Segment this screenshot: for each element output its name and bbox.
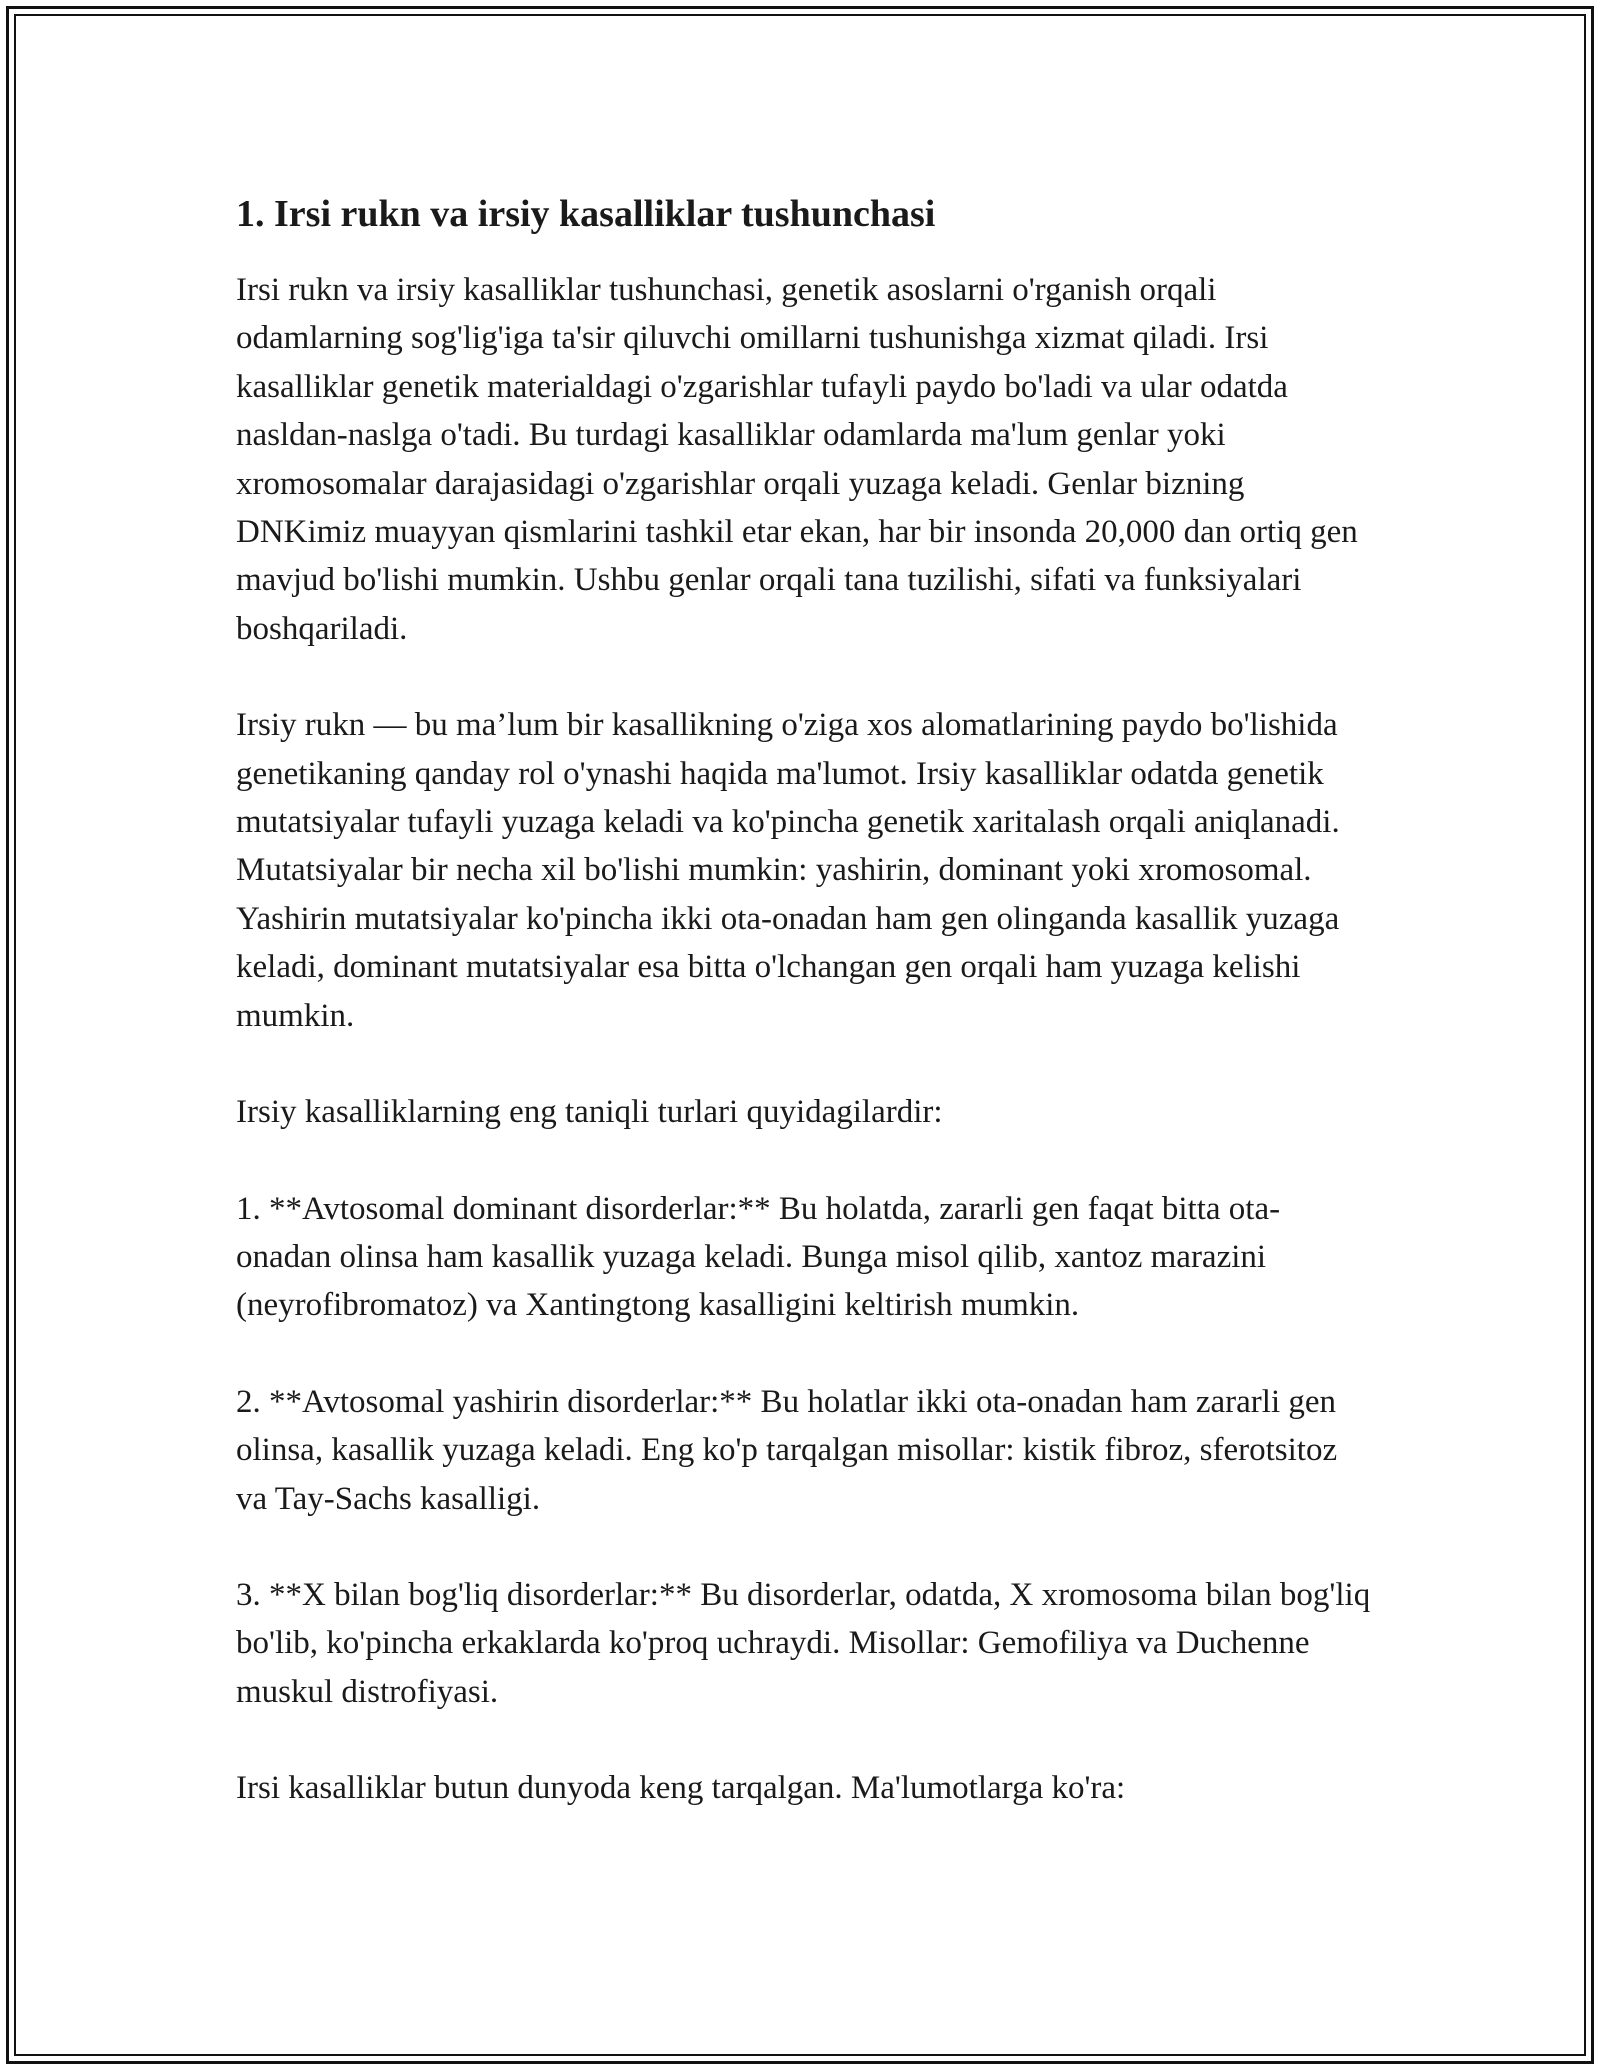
paragraph-irsiy-rukn: Irsiy rukn — bu ma’lum bir kasallikning o'ziga xos alomatlarining paydo bo'lishida genetikaning qanday rol o'ynashi haqida ma'lumot. Irsiy kasalliklar odatda genetik mutatsiyalar tufayli yuzaga keladi va ko'pincha genetik xaritalash orqali aniqlanadi. Mutatsiyalar bir necha xil bo'lishi mumkin: yashirin, dominant yoki xromosomal. Yashirin mutatsiyalar ko'pincha ikki ota-onadan ham gen olinganda kasallik yuzaga keladi, dominant mutatsiyalar esa bitta o'lchangan gen orqali ham yuzaga kelishi mumkin.: [236, 707, 1340, 1034]
document-body: [236, 186, 1371, 1813]
section-heading: 1. Irsi rukn va irsiy kasalliklar tushunchasi: [236, 193, 936, 235]
list-item-x-linked: 3. **X bilan bog'liq disorderlar:** Bu disorderlar, odatda, X xromosoma bilan bog'liq bo'lib, ko'pincha erkaklarda ko'proq uchraydi. Misollar: Gemofiliya va Duchenne muskul distrofiyasi.: [236, 1576, 1371, 1710]
paragraph-intro: Irsi rukn va irsiy kasalliklar tushunchasi, genetik asoslarni o'rganish orqali odamlarning sog'lig'iga ta'sir qiluvchi omillarni tushunishga xizmat qiladi. Irsi kasalliklar genetik materialdagi o'zgarishlar tufayli paydo bo'ladi va ular odatda nasldan-naslga o'tadi. Bu turdagi kasalliklar odamlarda ma'lum genlar yoki xromosomalar darajasidagi o'zgarishlar orqali yuzaga keladi. Genlar bizning DNKimiz muayyan qismlarini tashkil etar ekan, har bir insonda 20,000 dan ortiq gen mavjud bo'lishi mumkin. Ushbu genlar orqali tana tuzilishi, sifati va funksiyalari boshqariladi.: [236, 272, 1358, 647]
list-item-autosomal-dominant: 1. **Avtosomal dominant disorderlar:** Bu holatda, zararli gen faqat bitta ota-onadan olinsa ham kasallik yuzaga keladi. Bunga misol qilib, xantoz marazini (neyrofibromatoz) va Xantingtong kasalligini keltirish mumkin.: [236, 1190, 1281, 1324]
paragraph-types-intro: Irsiy kasalliklarning eng taniqli turlari quyidagilardir:: [236, 1094, 943, 1131]
list-item-autosomal-recessive: 2. **Avtosomal yashirin disorderlar:** Bu holatlar ikki ota-onadan ham zararli gen olinsa, kasallik yuzaga keladi. Eng ko'p tarqalgan misollar: kistik fibroz, sferotsitoz va Tay-Sachs kasalligi.: [236, 1383, 1338, 1517]
paragraph-prevalence: Irsi kasalliklar butun dunyoda keng tarqalgan. Ma'lumotlarga ko'ra:: [236, 1770, 1126, 1807]
